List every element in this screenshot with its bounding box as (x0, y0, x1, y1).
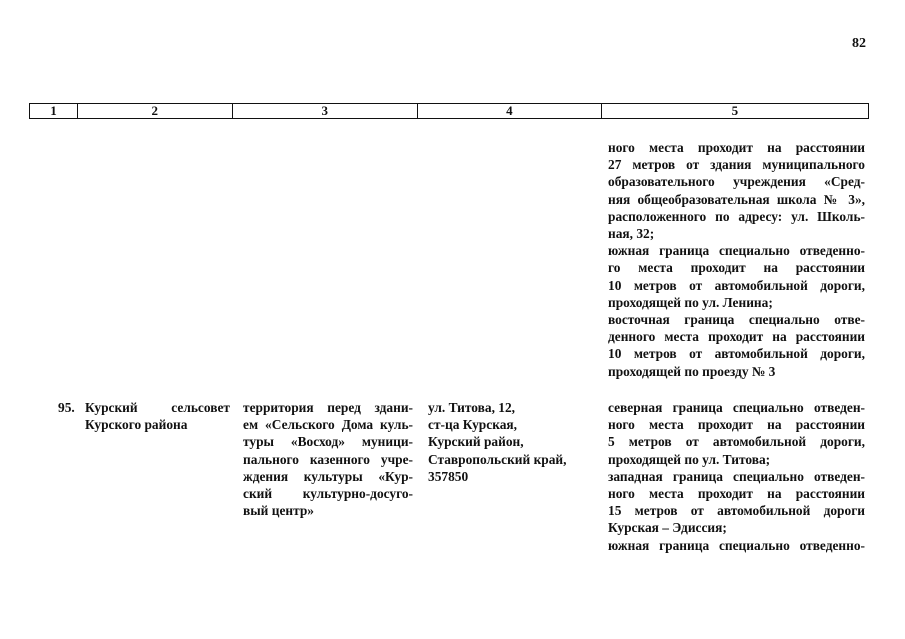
text-line: расположенного по адресу: ул. Школь- (608, 208, 865, 224)
text-line: Курская – Эдиссия; (608, 520, 727, 536)
text-line: северная граница специально отведен- (608, 400, 865, 415)
text-line: 5 метров от автомобильной дороги, (608, 434, 865, 450)
municipality-cell (85, 399, 230, 433)
text-line: ного места проходит на расстоянии (608, 486, 865, 502)
text-line: Курского района (85, 417, 188, 433)
text-line: ст-ца Курская, (428, 417, 518, 433)
column-header-3: 3 (233, 104, 419, 118)
text-line: восточная граница специально отве- (608, 312, 865, 328)
text-line: 10 метров от автомобильной дороги, (608, 346, 865, 362)
text-line: западная граница специально отведен- (608, 468, 865, 484)
page-number: 82 (852, 36, 866, 51)
column-header-2: 2 (78, 104, 233, 118)
text-line: южная граница специально отведенно- (608, 537, 865, 553)
text-line: 15 метров от автомобильной дороги (608, 503, 865, 519)
text-line: образовательного учреждения «Сред- (608, 174, 865, 190)
text-line: ул. Титова, 12, (428, 400, 516, 415)
text-line: ский культурно-досуго- (243, 486, 413, 502)
text-line: проходящей по ул. Ленина; (608, 294, 773, 310)
text-line: южная граница специально отведенно- (608, 243, 865, 259)
boundaries-cell (608, 399, 865, 554)
text-line: территория перед здани- (243, 400, 413, 415)
text-line: ного места проходит на расстоянии (608, 140, 865, 155)
text-line: ного места проходит на расстоянии (608, 417, 865, 433)
text-line: проходящей по проезду № 3 (608, 363, 776, 379)
text-line: 357850 (428, 468, 469, 484)
text-line: денного места проходит на расстоянии (608, 329, 865, 345)
text-line: пального казенного учре- (243, 451, 413, 467)
text-line: туры «Восход» муници- (243, 434, 413, 450)
text-line: ждения культуры «Кур- (243, 468, 413, 484)
text-line: го места проходит на расстоянии (608, 260, 865, 276)
text-line: проходящей по ул. Титова; (608, 451, 771, 467)
text-line: Курский район, (428, 434, 524, 450)
text-line: 10 метров от автомобильной дороги, (608, 277, 865, 293)
text-line: ная, 32; (608, 226, 655, 242)
column-header-4: 4 (418, 104, 602, 118)
address-cell (428, 399, 588, 485)
table-header-row (29, 103, 869, 119)
continued-boundaries-text (608, 139, 865, 380)
text-line: Ставропольский край, (428, 451, 567, 467)
text-line: вый центр» (243, 503, 315, 519)
row-number: 95. (58, 400, 75, 415)
territory-cell (243, 399, 413, 519)
text-line: 27 метров от здания муниципального (608, 157, 865, 173)
text-line: Курский сельсовет (85, 400, 230, 415)
column-header-1: 1 (30, 104, 78, 118)
column-header-5: 5 (731, 103, 739, 118)
text-line: няя общеобразовательная школа № 3», (608, 191, 865, 207)
text-line: ем «Сельского Дома куль- (243, 417, 413, 433)
